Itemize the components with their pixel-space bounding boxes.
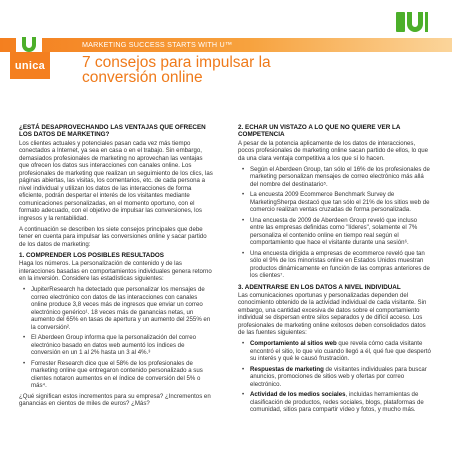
paragraph: A continuación se describen los siete consejos principales que debe tener en cuenta para impulsar las conversiones online y sacar partido de los datos de marketing:	[19, 225, 207, 248]
list-item: • Una encuesta dirigida a empresas de ecommerce reveló que tan sólo el 9% de los minoristas online en Estados Unidos muestran productos dinámicamente en función de las compras anteriores de los clientes⁷.	[250, 250, 432, 280]
page-title	[82, 55, 322, 85]
list-item	[250, 366, 432, 389]
section-heading: 2. ECHAR UN VISTAZO A LO QUE NO QUIERE VER LA COMPETENCIA	[238, 124, 401, 139]
list-item: • Según el Aberdeen Group, tan sólo el 16% de los profesionales de marketing personalizan mensajes de correo electrónico más allá del nombre del destinatario⁵.	[250, 166, 432, 189]
title-line-2: conversión online	[82, 69, 203, 86]
list-item-lead: Comportamiento al sitios web	[250, 340, 337, 348]
list-item	[250, 340, 432, 363]
section-heading: 1. COMPRENDER LOS POSIBLES RESULTADOS	[19, 252, 164, 260]
bullet-list	[19, 286, 213, 390]
list-item-text: de visitantes individuales para buscar anuncios, promociones de sitios web y ofertas por correo electrónico.	[250, 365, 427, 388]
unica-u-logo-icon	[16, 35, 42, 53]
unica-u-logo-icon	[396, 10, 428, 34]
page-header	[0, 0, 452, 40]
list-item-lead: Respuestas de marketing	[250, 365, 324, 373]
paragraph: Las comunicaciones oportunas y personalizadas dependen del conocimiento obtenido de la actividad individual de cada visitante. Sin embargo, una cantidad excesiva de datos sobre el comportamiento individual se dispersan entre silos separados y de difícil acceso. Los profesionales de marketing online exitosos deben consolidados datos de las fuentes siguientes:	[238, 291, 427, 337]
list-item: • La encuesta 2009 Ecommerce Benchmark Survey de MarketingSherpa destacó que tan sólo el 21% de los sitios web de comercio realizan ventas cruzadas de forma personalizada.	[250, 191, 432, 214]
paragraph: A pesar de la potencia aplicamente de los datos de interacciones, pocos profesionales de marketing online sacan partido de ellos, lo que da una clara ventaja competitiva a los que sí lo hacen.	[238, 139, 429, 162]
paragraph: Haga los números. La personalización de contenido y de las interacciones basadas en comportamientos individuales genera retorno en la inversión. Considere las estadísticas siguientes:	[19, 260, 212, 283]
section-heading: ¿ESTÁ DESAPROVECHANDO LAS VENTAJAS QUE OFRECEN LOS DATOS DE MARKETING?	[19, 124, 206, 139]
brand-logo: unica	[10, 52, 50, 79]
list-item-text: , incluidas herramientas de clasificación de productos, redes sociales, blogs, plataformas de comunidad, sitios para compartir vídeo y fotos, y mucho más.	[250, 391, 424, 414]
bullet-list	[238, 166, 432, 280]
bullet-list	[238, 340, 432, 414]
list-item-text: que revela cómo cada visitante encontró el sitio, lo que vio cuando llegó a él, qué fue que despertó su interés y qué le causó frustración.	[250, 340, 431, 363]
paragraph: ¿Qué significan estos incrementos para su empresa? ¿Incrementos en ganancias en cientos de miles de euros? ¿Más?	[19, 392, 211, 408]
section-heading: 3. ADENTRARSE EN LOS DATOS A NIVEL INDIVIDUAL	[238, 283, 401, 291]
list-item: • Forrester Research dice que el 58% de los profesionales de marketing online que entregaron contenido personalizado a sus clientes notaron aumentos en el índice de conversión del 5% o más⁴.	[31, 360, 213, 390]
left-column	[19, 124, 213, 411]
right-column	[238, 124, 432, 417]
title-line-1: 7 consejos para impulsar la	[82, 54, 271, 71]
paragraph: Los clientes actuales y potenciales pasan cada vez más tiempo conectados a Internet, ya sea en casa o en el trabajo. Sin embargo, demasiados profesionales de marketing no aprovechan las ventajas que ofrecen los datos sus interacciones con canales online. Los profesionales de marketing que realizan un seguimiento de los clics, las páginas abiertas, las visitas, los comentarios, etc. de cada persona a nivel individual y utilizan los datos de las interacciones de forma eficiente, podrán despertar el interés de los visitantes mediante comunicaciones personalizadas, en el momento oportuno, con el formato adecuado, con el objetivo de impulsar las conversiones, los ingresos y la rentabilidad.	[19, 139, 213, 222]
list-item: • Una encuesta de 2009 de Aberdeen Group reveló que incluso entre las empresas definidas como "líderes", solamente el 7% personaliza el contenido online en tiempo real según el comportamiento que hace el visitante durante una sesión⁶.	[250, 217, 432, 247]
list-item-lead: Actividad de los medios sociales	[250, 391, 346, 399]
list-item: • JupiterResearch ha detectado que personalizar los mensajes de correo electrónico con datos de las interacciones con canales online produce 3,8 veces más de ingresos que enviar un correo electrónico genérico¹. 18 veces más de ganancias netas, un aumento del 65% en tasas de apertura y un aumento del 255% en la conversión².	[31, 286, 213, 331]
list-item	[250, 391, 432, 414]
list-item: • El Aberdeen Group informa que la personalización del correo electrónico basado en datos web aumentó los índices de conversión en un 1 al 2% hasta un 3 al 4%.³	[31, 334, 213, 357]
tagline: MARKETING SUCCESS STARTS WITH U™	[82, 40, 233, 49]
